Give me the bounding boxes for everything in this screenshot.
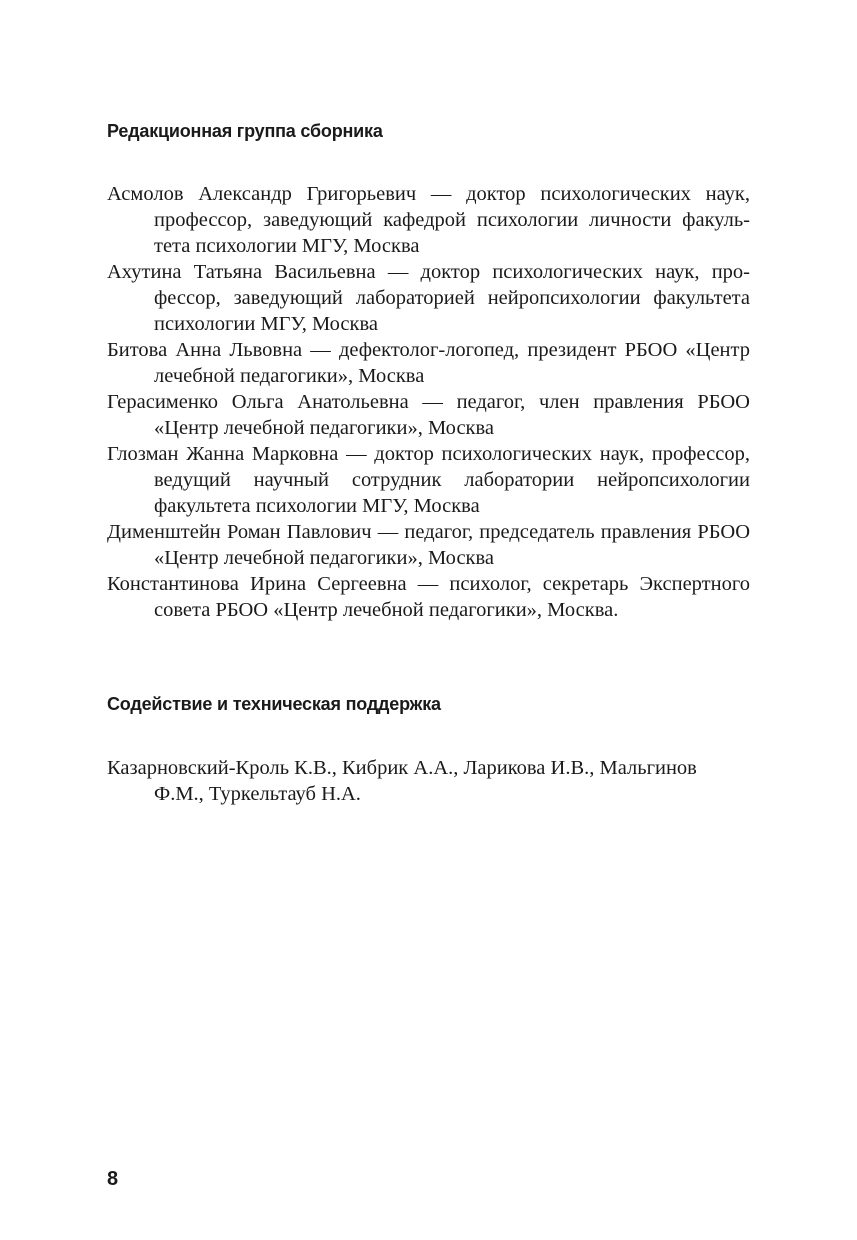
support-text: Казарновский-Кроль К.В., Кибрик А.А., Ларикова И.В., Мальгинов Ф.М., Туркельтауб Н.А.: [107, 757, 697, 805]
list-item: Герасименко Ольга Анатольевна — педагог, член правления РБОО «Центр лечебной педагогики», Москва: [107, 391, 750, 439]
list-item: Константинова Ирина Сергеевна — психолог, секретарь Экспертного совета РБОО «Центр лечебной педагогики», Москва.: [107, 573, 750, 621]
list-item: Глозман Жанна Марковна — доктор психологических наук, профессор, ведущий научный сотрудник лаборатории нейропсихологии факультета психологии МГУ, Москва: [107, 443, 750, 517]
editorial-group-heading: Редакционная группа сборника: [107, 121, 383, 141]
page-number: 8: [107, 1168, 119, 1190]
support-heading: Содействие и техническая поддержка: [107, 694, 441, 714]
list-item: Дименштейн Роман Павлович — педагог, председатель правления РБОО «Центр лечебной педагогики», Москва: [107, 521, 750, 569]
list-item: Ахутина Татьяна Васильевна — доктор психологических наук, профессор, заведующий лабораторией нейропсихологии факультета психологии МГУ, Москва: [107, 261, 750, 335]
editorial-group-list: [107, 181, 750, 623]
list-item: Асмолов Александр Григорьевич — доктор психологических наук, профессор, заведующий кафедрой психологии личности факультета психологии МГУ, Москва: [107, 183, 750, 257]
list-item: Битова Анна Львовна — дефектолог-логопед, президент РБОО «Центр лечебной педагогики», Москва: [107, 339, 750, 387]
